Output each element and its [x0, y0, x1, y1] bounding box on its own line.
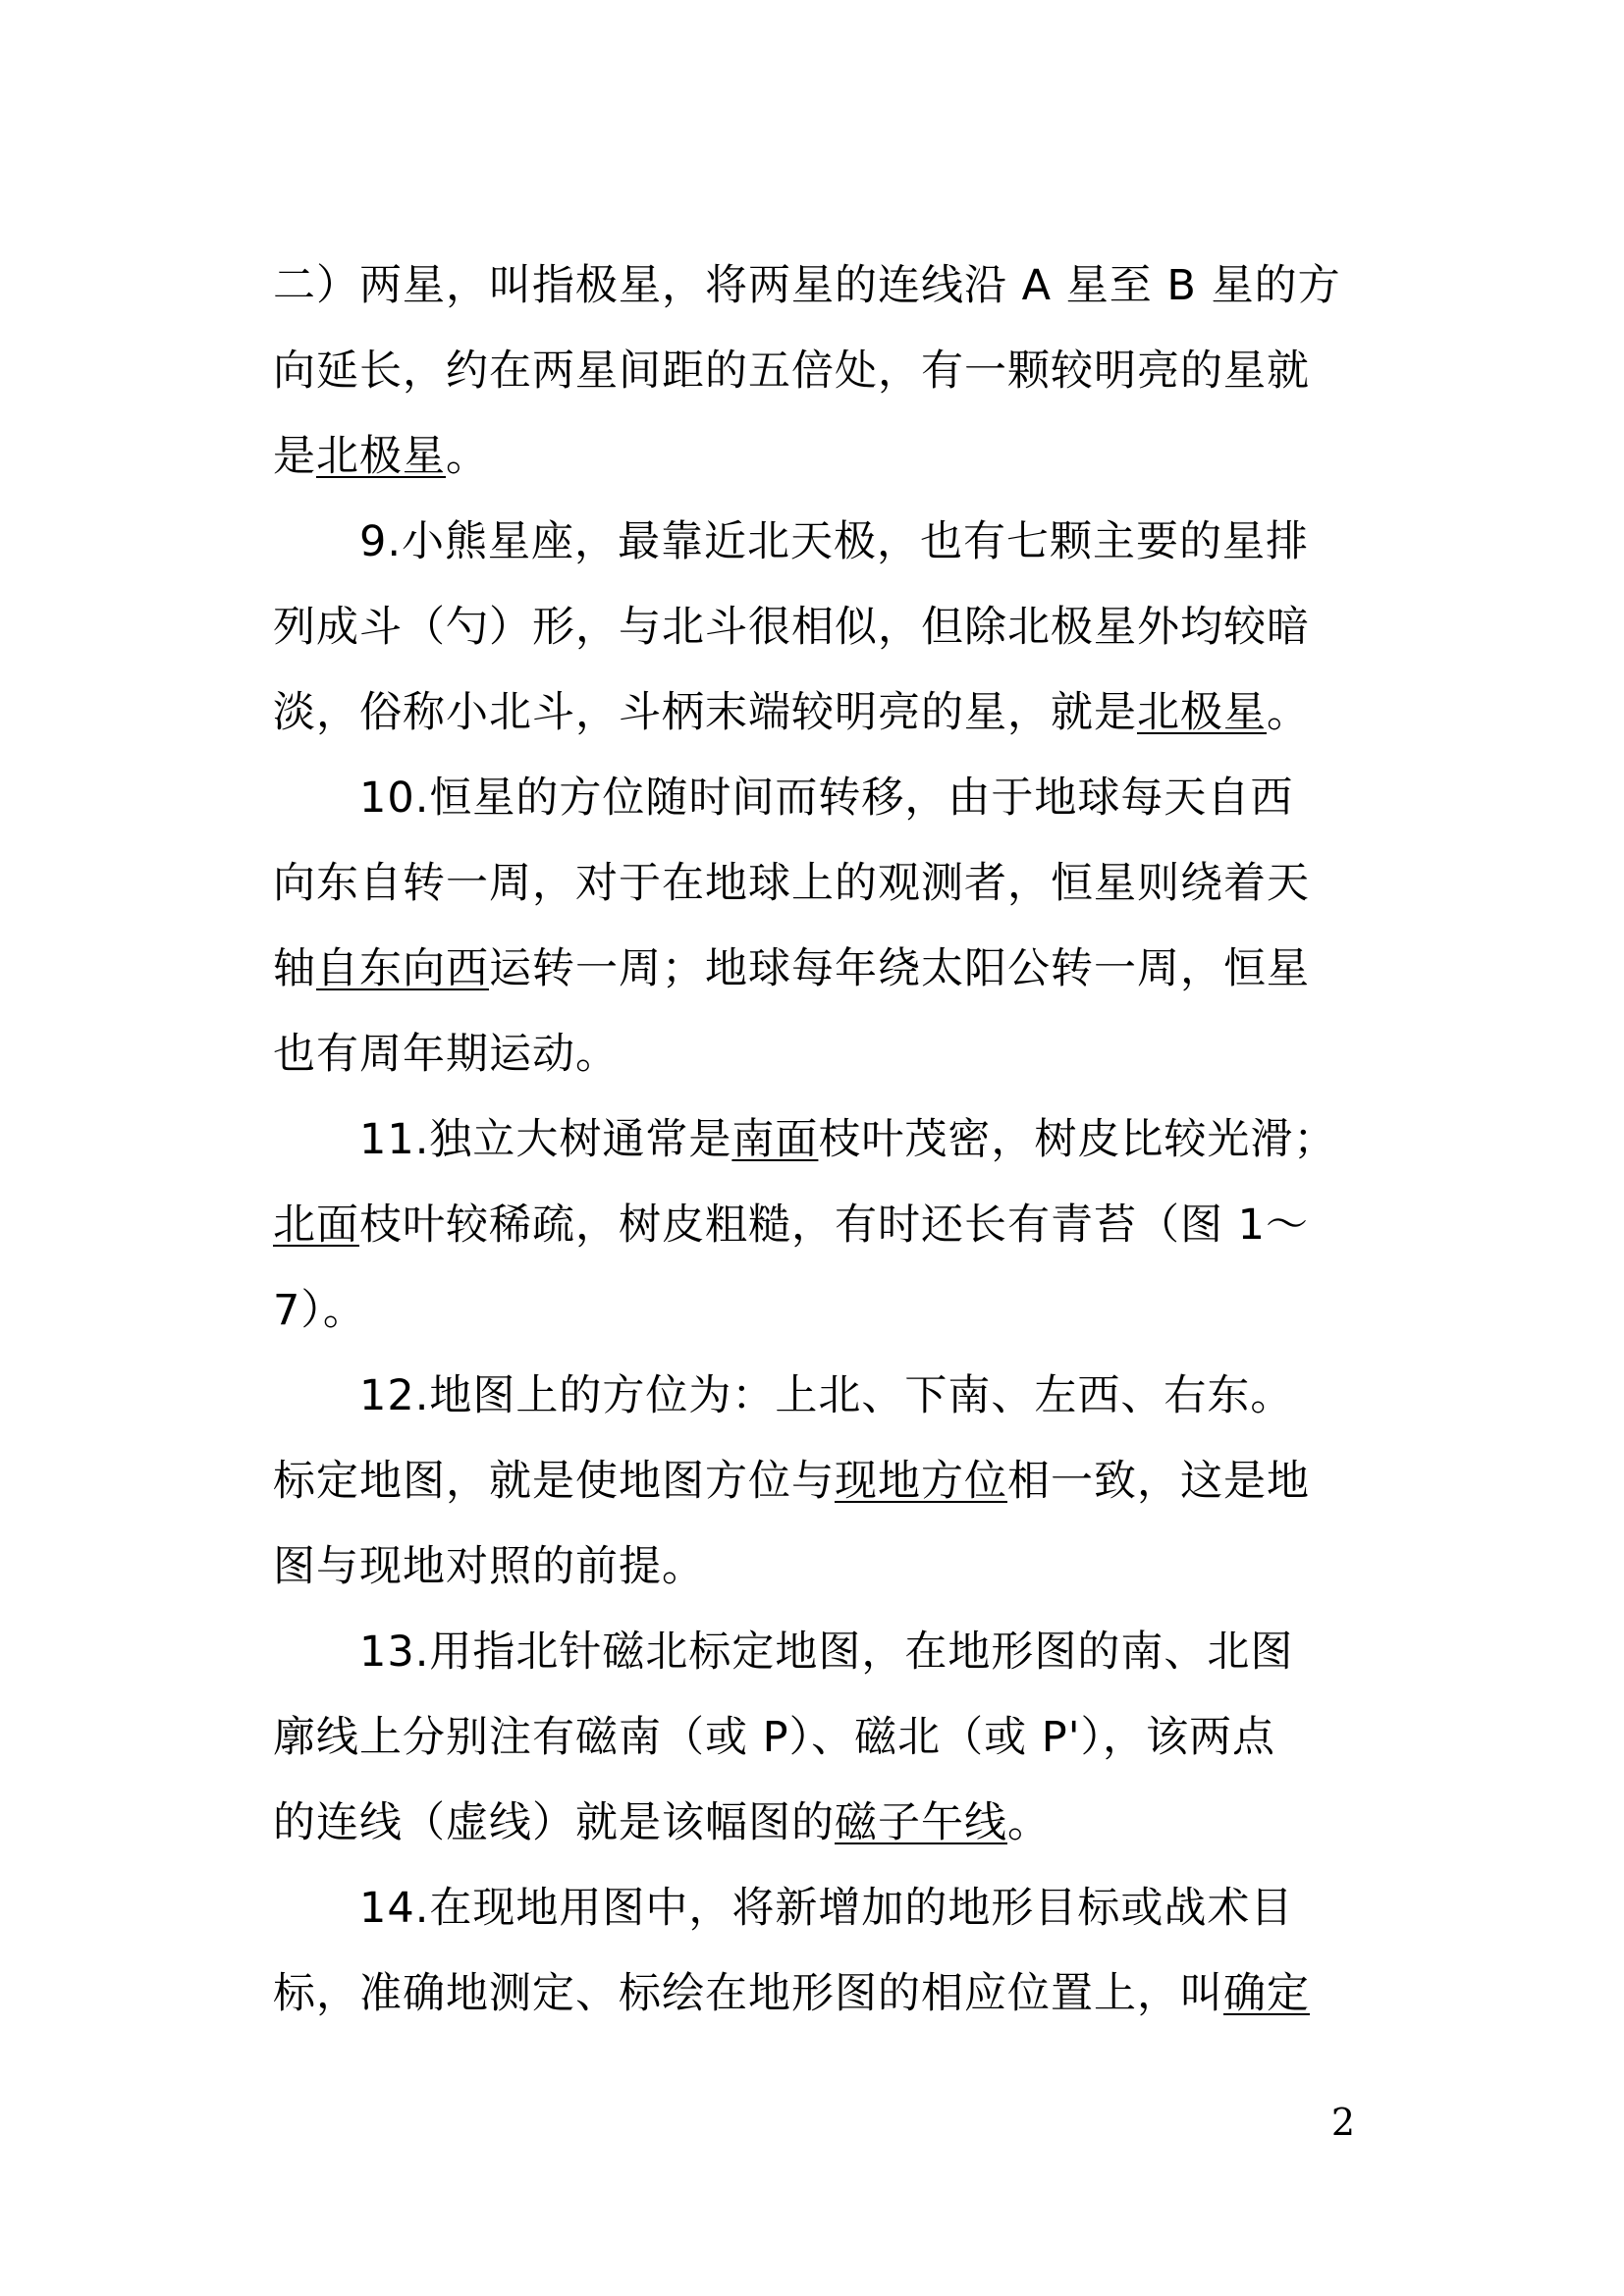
underlined-term: 北面 — [273, 1201, 359, 1250]
underlined-term: 北极星 — [316, 432, 446, 481]
text-segment: 。 — [1007, 1798, 1051, 1847]
text-line — [273, 940, 1353, 997]
text-line — [359, 1367, 1439, 1424]
text-segment: 枝叶较稀疏，树皮粗糙，有时还长有青苔（图 1～ — [359, 1201, 1310, 1250]
text-segment: 列成斗（勺）形，与北斗很相似，但除北极星外均较暗 — [273, 603, 1310, 652]
text-line — [273, 343, 1353, 400]
text-line — [273, 257, 1353, 314]
text-segment: 10.恒星的方位随时间而转移，由于地球每天自西 — [359, 774, 1294, 823]
text-line — [359, 513, 1439, 570]
text-line — [273, 1965, 1353, 2022]
text-segment: 的连线（虚线）就是该幅图的 — [273, 1798, 835, 1847]
text-segment: 11.独立大树通常是 — [359, 1115, 732, 1164]
text-line — [273, 1197, 1353, 1254]
text-segment: 二）两星，叫指极星，将两星的连线沿 A 星至 B 星的方 — [273, 261, 1341, 310]
underlined-term: 现地方位 — [835, 1457, 1007, 1506]
underlined-term: 自东向西 — [316, 944, 489, 993]
text-segment: 向延长，约在两星间距的五倍处，有一颗较明亮的星就 — [273, 347, 1310, 396]
text-segment: 是 — [273, 432, 316, 481]
text-segment: 淡，俗称小北斗，斗柄末端较明亮的星，就是 — [273, 688, 1137, 737]
text-line — [359, 1111, 1439, 1168]
text-segment: 运转一周；地球每年绕太阳公转一周，恒星 — [489, 944, 1310, 993]
text-line — [273, 1026, 1353, 1083]
text-line — [273, 1794, 1353, 1851]
text-line — [273, 1282, 1353, 1339]
text-line — [273, 428, 1353, 485]
text-segment: 12.地图上的方位为：上北、下南、左西、右东。 — [359, 1371, 1294, 1420]
text-segment: 向东自转一周，对于在地球上的观测者，恒星则绕着天 — [273, 859, 1310, 908]
text-line — [359, 1880, 1439, 1937]
text-segment: 9.小熊星座，最靠近北天极，也有七颗主要的星排 — [359, 517, 1310, 566]
text-line — [359, 1624, 1439, 1681]
text-segment: 7）。 — [273, 1286, 366, 1335]
text-segment: 。 — [446, 432, 489, 481]
text-segment: 枝叶茂密，树皮比较光滑； — [818, 1115, 1337, 1164]
text-line — [359, 770, 1439, 827]
text-segment: 标定地图，就是使地图方位与 — [273, 1457, 835, 1506]
page-number: 2 — [1330, 2101, 1355, 2144]
underlined-term: 南面 — [731, 1115, 819, 1164]
text-line — [273, 684, 1353, 741]
text-segment: 13.用指北针磁北标定地图，在地形图的南、北图 — [359, 1628, 1294, 1677]
text-segment: 标，准确地测定、标绘在地形图的相应位置上，叫 — [273, 1969, 1223, 2018]
underlined-term: 磁子午线 — [835, 1798, 1007, 1847]
text-segment: 廓线上分别注有磁南（或 P）、磁北（或 P'），该两点 — [273, 1713, 1276, 1762]
text-segment: 图与现地对照的前提。 — [273, 1542, 705, 1591]
text-line — [273, 855, 1353, 912]
text-segment: 相一致，这是地 — [1007, 1457, 1310, 1506]
underlined-term: 北极星 — [1137, 688, 1267, 737]
text-line — [273, 1453, 1353, 1510]
text-line — [273, 599, 1353, 656]
text-segment: 也有周年期运动。 — [273, 1030, 619, 1079]
text-line — [273, 1709, 1353, 1766]
text-segment: 。 — [1267, 688, 1310, 737]
text-segment: 14.在现地用图中，将新增加的地形目标或战术目 — [359, 1884, 1294, 1933]
text-segment: 轴 — [273, 944, 316, 993]
underlined-term: 确定 — [1223, 1969, 1310, 2018]
text-line — [273, 1538, 1353, 1595]
